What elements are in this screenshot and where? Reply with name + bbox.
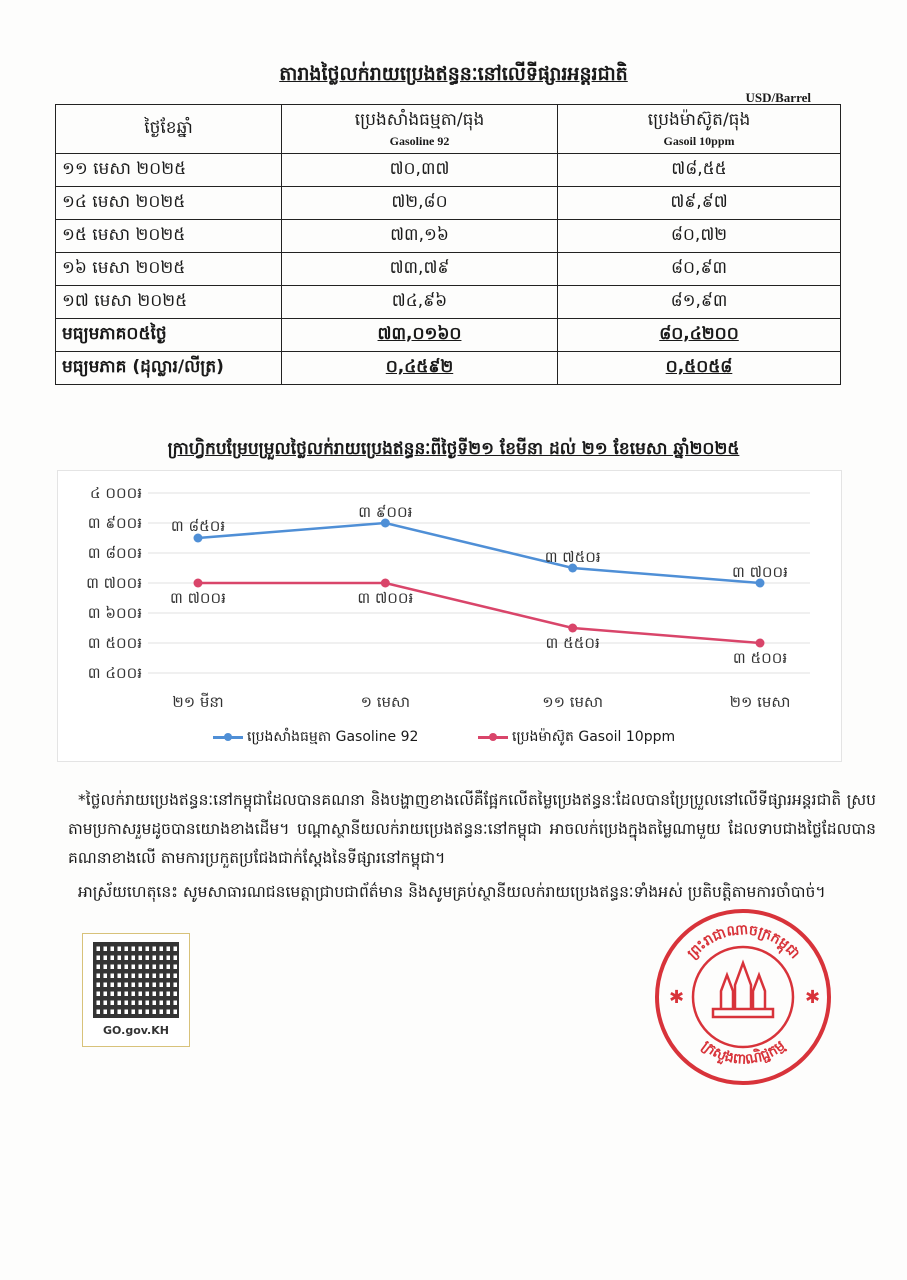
- seal-star-right-icon: ✱: [805, 987, 821, 1008]
- avg-liter-gasoline: [282, 352, 558, 385]
- x-tick-label: ២១ មេសា: [729, 693, 791, 711]
- average-liter-row: [56, 352, 841, 385]
- unit-label: USD/Barrel: [745, 90, 811, 105]
- cell-gasoil: ៨១,៩៣: [558, 286, 841, 319]
- cell-date: ១១ មេសា ២០២៥: [56, 154, 282, 187]
- data-label: ៣ ៩០០៛: [358, 503, 413, 521]
- seal-top-text: ព្រះរាជាណាចក្រកម្ពុជា: [684, 921, 803, 963]
- legend-gasoil-swatch: [478, 736, 508, 739]
- y-tick-label: ៣ ៧០០៛: [86, 574, 142, 592]
- y-tick-label: ៣ ៤០០៛: [87, 664, 142, 682]
- header-gasoil-sub: Gasoil 10ppm: [663, 134, 735, 148]
- seal-bottom-text: ក្រសួងពាណិជ្ជកម្ម: [698, 1037, 789, 1068]
- header-gasoline-label: ប្រេងសាំងធម្មតា/ធុង: [354, 110, 485, 130]
- y-tick-label: ៣ ៩០០៛: [87, 514, 142, 532]
- cell-date: ១៤ មេសា ២០២៥: [56, 187, 282, 220]
- avg-liter-gasoil-value: ០,៥០៥៨: [665, 356, 733, 377]
- header-date: ថ្ងៃខែឆ្នាំ: [56, 105, 282, 154]
- svg-text:ព្រះរាជាណាចក្រកម្ពុជា: [684, 922, 802, 962]
- header-gasoline: [282, 105, 558, 154]
- cell-gasoil: ៨០,៧២: [558, 220, 841, 253]
- qr-code-icon: [93, 942, 179, 1018]
- data-label: ៣ ៥៥០៛: [545, 634, 600, 652]
- price-table: [55, 104, 841, 385]
- data-label: ៣ ៧០០៛: [170, 589, 226, 607]
- table-row: [56, 220, 841, 253]
- note-paragraph-1: *ថ្លៃលក់រាយប្រេងឥន្ធនៈនៅកម្ពុជាដែលបានគណនា និងបង្ហាញខាងលើគឺផ្អែកលើតម្លៃប្រេងឥន្ធនៈដែលបានប្រែប្រួលនៅលើទីផ្សារអន្តរជាតិ ស្របតាមប្រកាសរួមដូចបានយោងខាងដើម។ បណ្តាស្ថានីយលក់រាយប្រេងឥន្ធនៈនៅកម្ពុជា អាចលក់ប្រេងក្នុងតម្លៃណាមួយ ដែលទាបជាងថ្លៃដែលបានគណនាខាងលើ តាមការប្រកួតប្រជែងជាក់ស្តែងនៃទីផ្សារនៅកម្ពុជា។: [68, 791, 876, 867]
- avg-liter-label: មធ្យមភាគ (ដុល្លារ/លីត្រ): [56, 352, 282, 385]
- avg-liter-gasoil: [558, 352, 841, 385]
- qr-code-card[interactable]: [82, 933, 190, 1047]
- seal-star-left-icon: ✱: [669, 987, 685, 1008]
- avg-liter-gasoline-value: ០,៤៥៩២: [385, 356, 454, 377]
- data-label: ៣ ៧០០៛: [357, 589, 414, 607]
- cell-gasoil: ៧៩,៩៧: [558, 187, 841, 220]
- cell-gasoline: ៧២,៨០: [282, 187, 558, 220]
- cell-date: ១៥ មេសា ២០២៥: [56, 220, 282, 253]
- x-tick-label: ២១ មីនា: [172, 693, 224, 711]
- table-row: [56, 154, 841, 187]
- avg5-gasoline-value: ៧៣,០១៦០: [377, 323, 462, 344]
- cell-gasoline: ៧០,៣៧: [282, 154, 558, 187]
- data-point: [756, 639, 765, 648]
- legend-gasoil-label: ប្រេងម៉ាស៊ូត Gasoil 10ppm: [512, 729, 676, 745]
- avg5-gasoil-value: ៨០,៤២០០: [659, 323, 739, 344]
- table-header-row: [56, 105, 841, 154]
- avg5-gasoline: [282, 319, 558, 352]
- cell-gasoline: ៧៣,៧៩: [282, 253, 558, 286]
- header-gasoil-label: ប្រេងម៉ាស៊ូត/ធុង: [647, 110, 751, 130]
- data-point: [381, 579, 390, 588]
- x-tick-label: ១ មេសា: [360, 693, 411, 711]
- legend-gasoil: [478, 727, 675, 748]
- y-tick-label: ៤ ០០០៛: [89, 484, 142, 502]
- table-row: [56, 253, 841, 286]
- avg5-label: មធ្យមភាគ០៥ថ្ងៃ: [56, 319, 282, 352]
- table-row: [56, 187, 841, 220]
- cell-gasoil: ៨០,៩៣: [558, 253, 841, 286]
- angkor-temple-icon: [713, 963, 773, 1017]
- data-label: ៣ ៧៥០៛: [544, 548, 601, 566]
- legend-gasoline: [213, 727, 418, 748]
- avg5-gasoil: [558, 319, 841, 352]
- legend-gasoline-swatch: [213, 736, 243, 739]
- chart-title: ក្រាហ្វិកបម្រែបម្រួលថ្លៃលក់រាយប្រេងឥន្ធនៈពីថ្ងៃទី២១ ខែមីនា ដល់ ២១ ខែមេសា ឆ្នាំ២០២៥: [167, 439, 740, 459]
- x-tick-label: ១១ មេសា: [542, 693, 604, 711]
- svg-text:ក្រសួងពាណិជ្ជកម្ម: [699, 1038, 789, 1068]
- line-chart: [57, 470, 842, 762]
- data-point: [568, 624, 577, 633]
- y-tick-label: ៣ ៦០០៛: [87, 604, 142, 622]
- cell-gasoline: ៧៣,១៦: [282, 220, 558, 253]
- cell-gasoil: ៧៨,៥៥: [558, 154, 841, 187]
- header-gasoline-sub: Gasoline 92: [389, 134, 450, 148]
- table-row: [56, 286, 841, 319]
- page-title: តារាងថ្លៃលក់រាយប្រេងឥន្ធនៈនៅលើទីផ្សារអន្តរជាតិ: [279, 63, 628, 85]
- chart-svg: [58, 471, 841, 761]
- cell-date: ១៧ មេសា ២០២៥: [56, 286, 282, 319]
- y-tick-label: ៣ ៨០០៛: [87, 544, 142, 562]
- ministry-seal-icon: [651, 905, 836, 1090]
- y-tick-label: ៣ ៥០០៛: [87, 634, 142, 652]
- data-point: [194, 579, 203, 588]
- data-label: ៣ ៥០០៛: [732, 649, 788, 667]
- data-label: ៣ ៧០០៛: [732, 563, 788, 581]
- legend-gasoline-label: ប្រេងសាំងធម្មតា Gasoline 92: [247, 729, 419, 745]
- qr-label: GO.gov.KH: [103, 1024, 169, 1037]
- header-gasoil: [558, 105, 841, 154]
- note-paragraph-2: អាស្រ័យហេតុនេះ សូមសាធារណជនមេត្តាជ្រាបជាព័ត៌មាន និងសូមគ្រប់ស្ថានីយលក់រាយប្រេងឥន្ធនៈទាំងអស់ ប្រតិបត្តិតាមការចាំបាច់។: [78, 883, 826, 901]
- data-label: ៣ ៨៥០៛: [170, 517, 226, 535]
- cell-date: ១៦ មេសា ២០២៥: [56, 253, 282, 286]
- average-5day-row: [56, 319, 841, 352]
- cell-gasoline: ៧៤,៩៦: [282, 286, 558, 319]
